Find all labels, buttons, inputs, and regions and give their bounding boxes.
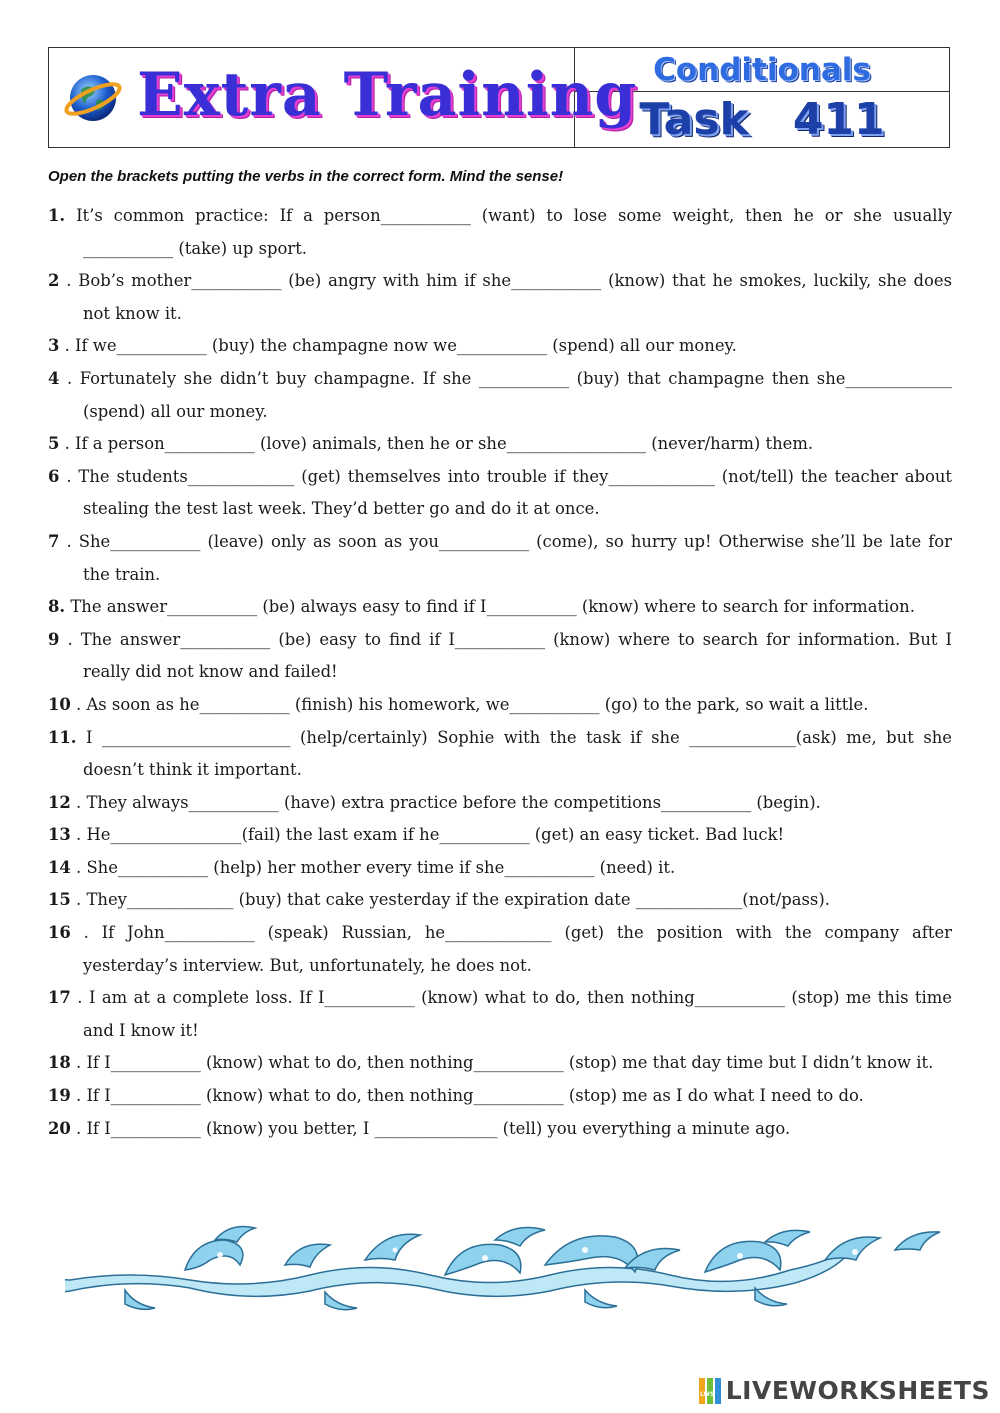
task-number-label: 9 bbox=[48, 629, 60, 649]
task-number-label: 13 bbox=[48, 825, 71, 845]
globe-icon bbox=[63, 68, 123, 128]
task-number-label: 10 bbox=[48, 694, 71, 714]
task-number-label: 3 bbox=[48, 336, 60, 356]
logo-mark-text: LWS bbox=[699, 1390, 715, 1398]
task-item bbox=[48, 982, 952, 1047]
task-sentence: . I am at a complete loss. If I___________ (know) what to do, then nothing___________ (stop) me this time and I know it! bbox=[77, 988, 952, 1040]
task-sentence: . As soon as he___________ (finish) his homework, we___________ (go) to the park, so wait a little. bbox=[76, 694, 869, 714]
task-item bbox=[48, 917, 952, 982]
task-number-label: 14 bbox=[48, 857, 71, 877]
liveworksheets-logo-icon bbox=[699, 1378, 721, 1404]
task-number-label: 1. bbox=[48, 206, 66, 225]
task-number-label: 4 bbox=[48, 368, 60, 388]
brand-box bbox=[49, 48, 638, 147]
task-sentence: . Bob’s mother___________ (be) angry with him if she___________ (know) that he smokes, luckily, she does not know it. bbox=[66, 271, 952, 323]
liveworksheets-logo-text: LIVEWORKSHEETS bbox=[725, 1376, 990, 1405]
task-item bbox=[48, 461, 952, 526]
task-number-label: 2 bbox=[48, 271, 60, 291]
task-number-label: 20 bbox=[48, 1118, 71, 1138]
task-number-label: 8. bbox=[48, 597, 66, 617]
task-sentence: . The answer___________ (be) easy to find if I___________ (know) where to search for information. But I really did not know and failed! bbox=[67, 629, 953, 682]
task-sentence: . If a person___________ (love) animals, then he or she_________________ (never/harm) them. bbox=[64, 434, 814, 454]
task-sentence: . If John___________ (speak) Russian, he_____________ (get) the position with the company after yesterday’s interview. But, unfortunately, he does not. bbox=[83, 923, 952, 975]
task-number-label: 11. bbox=[48, 727, 77, 747]
task-item bbox=[48, 689, 952, 722]
task-item bbox=[48, 363, 952, 428]
liveworksheets-logo bbox=[699, 1376, 990, 1405]
topic-title: Conditionals bbox=[575, 48, 949, 92]
task-number-label: 7 bbox=[48, 531, 60, 551]
task-number-label: 12 bbox=[48, 792, 71, 812]
task-item bbox=[48, 265, 952, 330]
task-number-label: 6 bbox=[48, 466, 60, 486]
task-item bbox=[48, 819, 952, 852]
task-sentence: . She___________ (help) her mother every time if she___________ (need) it. bbox=[76, 857, 676, 877]
task-item bbox=[48, 1080, 952, 1113]
task-sentence: . If I___________ (know) what to do, then nothing___________ (stop) me as I do what I need to do. bbox=[76, 1086, 864, 1106]
floral-ornament-divider bbox=[65, 1220, 960, 1315]
task-number-label: 16 bbox=[48, 923, 71, 943]
task-sentence: . If we___________ (buy) the champagne now we___________ (spend) all our money. bbox=[64, 336, 737, 356]
task-sentence: . He________________(fail) the last exam if he___________ (get) an easy ticket. Bad luck! bbox=[76, 825, 785, 845]
task-sentence: . Fortunately she didn’t buy champagne. If she ___________ (buy) that champagne then she_____________ (spend) all our money. bbox=[66, 368, 952, 421]
task-item bbox=[48, 1047, 952, 1080]
task-item bbox=[48, 1113, 952, 1146]
task-item bbox=[48, 330, 952, 363]
task-item bbox=[48, 722, 952, 787]
task-sentence: . If I___________ (know) what to do, then nothing___________ (stop) me that day time but I didn’t know it. bbox=[76, 1053, 934, 1073]
worksheet-header bbox=[48, 47, 950, 148]
task-number-label: 18 bbox=[48, 1053, 71, 1073]
task-sentence: . They_____________ (buy) that cake yesterday if the expiration date _____________(not/pass). bbox=[76, 890, 830, 910]
instruction-text: Open the brackets putting the verbs in the correct form. Mind the sense! bbox=[48, 168, 564, 185]
task-sentence: I _______________________ (help/certainly) Sophie with the task if she _____________(ask) me, but she doesn’t think it important. bbox=[83, 727, 952, 780]
task-sentence: The answer___________ (be) always easy to find if I___________ (know) where to search for information. bbox=[70, 597, 915, 617]
task-number-label: 17 bbox=[48, 988, 71, 1008]
task-number-label: 15 bbox=[48, 890, 71, 910]
task-sentence: . She___________ (leave) only as soon as you___________ (come), so hurry up! Otherwise she’ll be late for the train. bbox=[66, 531, 952, 584]
task-item bbox=[48, 526, 952, 591]
task-label: Task bbox=[639, 94, 749, 145]
brand-title: Extra Training bbox=[137, 60, 638, 130]
task-number-label: 19 bbox=[48, 1086, 71, 1106]
task-sentence: . The students_____________ (get) themselves into trouble if they_____________ (not/tell) the teacher about stealing the test last week. They’d better go and do it at once. bbox=[66, 466, 952, 519]
task-sentence: . If I___________ (know) you better, I _______________ (tell) you everything a minute ago. bbox=[76, 1118, 791, 1138]
task-number-label: 5 bbox=[48, 434, 60, 454]
task-item bbox=[48, 624, 952, 689]
task-item bbox=[48, 200, 952, 265]
task-list bbox=[48, 200, 952, 1145]
task-item bbox=[48, 852, 952, 885]
task-item bbox=[48, 884, 952, 917]
task-sentence: . They always___________ (have) extra practice before the competitions___________ (begin). bbox=[76, 792, 821, 812]
task-sentence: It’s common practice: If a person___________ (want) to lose some weight, then he or she usually ___________ (take) up sport. bbox=[76, 206, 952, 258]
task-item bbox=[48, 787, 952, 820]
task-number: 411 bbox=[792, 94, 885, 145]
task-item bbox=[48, 591, 952, 624]
task-item bbox=[48, 428, 952, 461]
